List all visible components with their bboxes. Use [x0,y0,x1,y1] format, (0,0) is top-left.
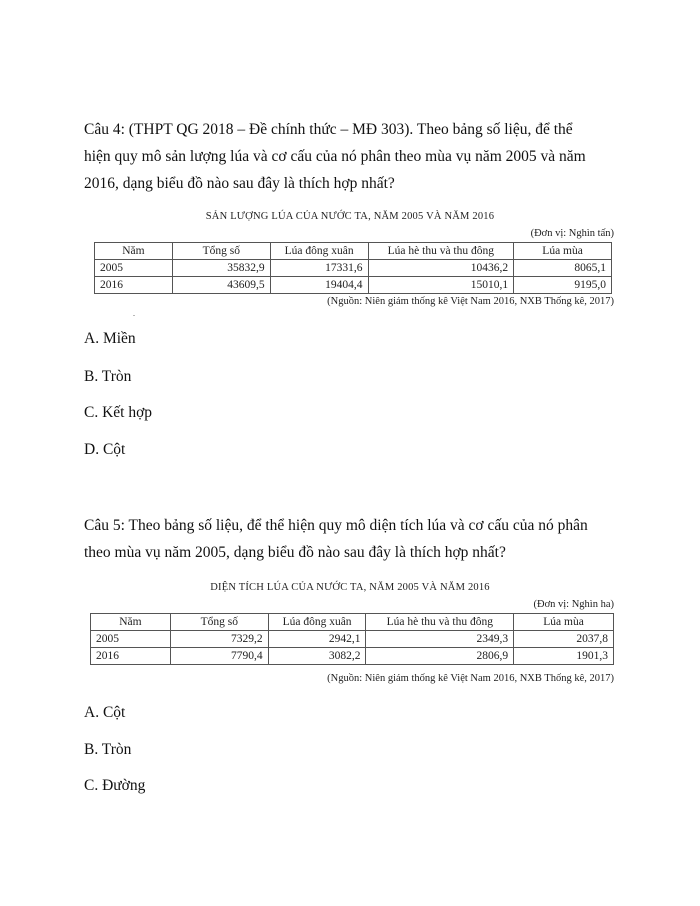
table-cell: 35832,9 [172,260,270,277]
table-cell: 19404,4 [270,277,368,294]
table-cell: 1901,3 [514,648,614,665]
q5-answer-a: A. Cột [84,704,126,721]
question-4-line-2: hiện quy mô sản lượng lúa và cơ cấu của nó phân theo mùa vụ năm 2005 và năm [84,148,586,165]
table-2-header-cell: Lúa hè thu và thu đông [366,614,514,631]
question-5-line-2: theo mùa vụ năm 2005, dạng biểu đồ nào sau đây là thích hợp nhất? [84,544,506,561]
q5-answer-b: B. Tròn [84,741,132,758]
table-cell: 2349,3 [366,631,514,648]
table-1-header-cell: Lúa hè thu và thu đông [368,243,514,260]
table-1-header-cell: Tổng số [172,243,270,260]
table-1-source: (Nguồn: Niên giám thống kê Việt Nam 2016, NXB Thống kê, 2017) [327,296,614,307]
table-2-header-cell: Tổng số [170,614,268,631]
table-row [91,648,614,665]
table-cell: 7329,2 [170,631,268,648]
q4-answer-c: C. Kết hợp [84,404,153,421]
question-4-line-3: 2016, dạng biểu đồ nào sau đây là thích hợp nhất? [84,175,395,192]
table-cell: 8065,1 [514,260,612,277]
table-cell: 2942,1 [268,631,366,648]
table-1-header-cell: Năm [95,243,173,260]
table-cell: 15010,1 [368,277,514,294]
question-5-line-1: Câu 5: Theo bảng số liệu, để thể hiện quy mô diện tích lúa và cơ cấu của nó phân [84,517,588,534]
table-2-header-cell: Năm [91,614,171,631]
question-4-line-1: Câu 4: (THPT QG 2018 – Đề chính thức – MĐ 303). Theo bảng số liệu, để thể [84,121,573,138]
q5-answer-c: C. Đường [84,777,146,794]
table-cell: 7790,4 [170,648,268,665]
table-2-unit: (Đơn vị: Nghìn ha) [533,599,614,610]
q4-answer-a: A. Miền [84,330,136,347]
stray-dot: . [133,309,135,318]
table-cell: 9195,0 [514,277,612,294]
table-1-header-cell: Lúa mùa [514,243,612,260]
table-row [91,631,614,648]
table-cell: 3082,2 [268,648,366,665]
table-2-header-row [91,614,614,631]
q4-answer-d: D. Cột [84,441,126,458]
table-1-title: SẢN LƯỢNG LÚA CỦA NƯỚC TA, NĂM 2005 VÀ NĂM 2016 [205,211,495,222]
table-cell: 2016 [95,277,173,294]
table-row [95,260,612,277]
table-cell: 10436,2 [368,260,514,277]
table-row [95,277,612,294]
table-1-unit: (Đơn vị: Nghìn tấn) [530,228,614,239]
table-1 [94,242,612,294]
table-cell: 2016 [91,648,171,665]
table-2-source: (Nguồn: Niên giám thống kê Việt Nam 2016, NXB Thống kê, 2017) [327,673,614,684]
table-2 [90,613,614,665]
question-5-text [84,512,624,566]
table-cell: 2806,9 [366,648,514,665]
q4-answer-b: B. Tròn [84,368,132,385]
table-cell: 43609,5 [172,277,270,294]
table-1-header-row [95,243,612,260]
table-cell: 2005 [91,631,171,648]
table-1-header-cell: Lúa đông xuân [270,243,368,260]
table-cell: 17331,6 [270,260,368,277]
table-cell: 2005 [95,260,173,277]
table-cell: 2037,8 [514,631,614,648]
table-2-header-cell: Lúa đông xuân [268,614,366,631]
table-2-header-cell: Lúa mùa [514,614,614,631]
question-4-text [84,116,624,197]
table-2-title: DIỆN TÍCH LÚA CỦA NƯỚC TA, NĂM 2005 VÀ NĂM 2016 [210,582,490,593]
